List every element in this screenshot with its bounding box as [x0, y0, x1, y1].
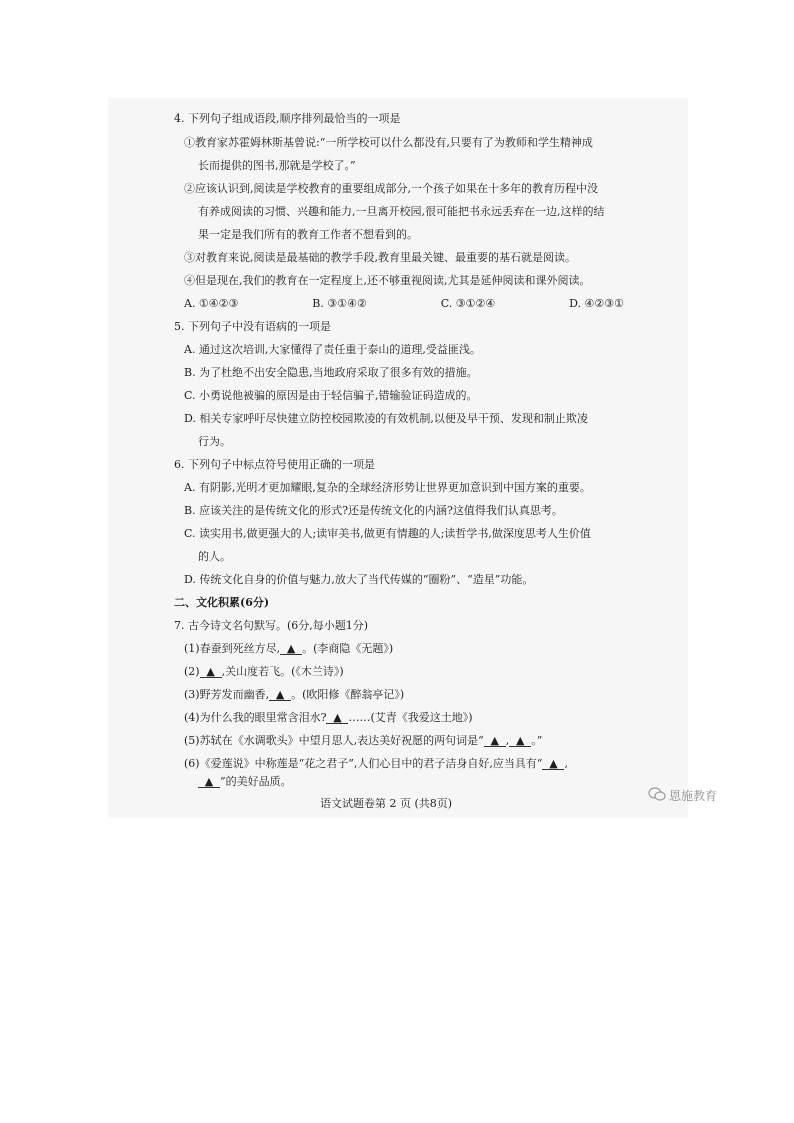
q6-option-d: D. 传统文化自身的价值与魅力,放大了当代传媒的“圈粉”、“造星”功能。	[184, 573, 534, 586]
answer-blank[interactable]: ▲	[200, 666, 222, 678]
q6-stem: 6. 下列句子中标点符号使用正确的一项是	[174, 458, 375, 471]
section-2-title: 二、文化积累(6分)	[174, 596, 270, 609]
q7-item-6-line-1	[184, 757, 568, 770]
q7-item-5	[184, 734, 542, 747]
q7-stem: 7. 古今诗文名句默写。(6分,每小题1分)	[174, 619, 369, 632]
wechat-icon	[648, 787, 666, 804]
q5-option-d-line-2: 行为。	[198, 435, 231, 448]
q4-sentence-1-line-1: ①教育家苏霍姆林斯基曾说:“一所学校可以什么都没有,只要有了为教师和学生精神成	[184, 136, 593, 149]
answer-blank[interactable]: ▲	[326, 712, 348, 724]
q4-choice-a: A. ①④②③	[184, 297, 239, 310]
q6-option-b: B. 应该关注的是传统文化的形式?还是传统文化的内涵?这值得我们认真思考。	[184, 504, 563, 517]
q7-item-1-suffix: 。(李商隐《无题》)	[302, 642, 394, 655]
q7-item-6-prefix: (6)《爱莲说》中称莲是“花之君子”,人们心目中的君子洁身自好,应当具有“	[184, 757, 543, 770]
answer-blank[interactable]: ▲	[509, 735, 531, 747]
q7-item-4-prefix: (4)为什么我的眼里常含泪水?	[184, 711, 327, 724]
answer-blank[interactable]: ▲	[198, 776, 220, 788]
q7-item-4-suffix: ……(艾青《我爱这土地》)	[348, 711, 473, 724]
q7-item-3-suffix: 。(欧阳修《醉翁亭记》)	[291, 688, 405, 701]
q4-sentence-3: ③对教育来说,阅读是最基础的教学手段,教育里最关键、最重要的基石就是阅读。	[184, 251, 576, 264]
q7-item-2-suffix: ,关山度若飞。(《木兰诗》)	[221, 665, 344, 678]
q4-choice-c: C. ③①②④	[440, 297, 496, 310]
q5-option-d-line-1: D. 相关专家呼吁尽快建立防控校园欺凌的有效机制,以便及早干预、发现和制止欺凌	[184, 412, 588, 425]
q6-option-c-line-2: 的人。	[198, 550, 231, 563]
q7-item-5-suffix: 。”	[531, 734, 543, 747]
q7-item-1-prefix: (1)春蚕到死丝方尽,	[184, 642, 281, 655]
q7-item-5-prefix: (5)苏轼在《水调歌头》中望月思人,表达美好祝愿的两句词是“	[184, 734, 484, 747]
answer-blank[interactable]: ▲	[484, 735, 506, 747]
answer-blank[interactable]: ▲	[280, 643, 302, 655]
q7-item-1	[184, 642, 393, 655]
q4-choices	[184, 297, 624, 310]
q5-option-a: A. 通过这次培训,大家懂得了责任重于泰山的道理,受益匪浅。	[184, 343, 481, 356]
answer-blank[interactable]: ▲	[542, 758, 564, 770]
q4-sentence-2-line-2: 有养成阅读的习惯、兴趣和能力,一旦离开校园,很可能把书永远丢弃在一边,这样的结	[198, 205, 605, 218]
q4-sentence-4: ④但是现在,我们的教育在一定程度上,还不够重视阅读,尤其是延伸阅读和课外阅读。	[184, 274, 591, 287]
q5-option-b: B. 为了杜绝不出安全隐患,当地政府采取了很多有效的措施。	[184, 366, 478, 379]
q5-stem: 5. 下列句子中没有语病的一项是	[174, 320, 331, 333]
q4-sentence-2-line-3: 果一定是我们所有的教育工作者不想看到的。	[198, 228, 418, 241]
q5-option-c: C. 小勇说他被骗的原因是由于轻信骗子,错输验证码造成的。	[184, 389, 478, 402]
q6-option-c-line-1: C. 读实用书,做更强大的人;读审美书,做更有情趣的人;读哲学书,做深度思考人生价值	[184, 527, 591, 540]
q7-item-3-prefix: (3)野芳发而幽香,	[184, 688, 270, 701]
q7-item-2-prefix: (2)	[184, 665, 200, 678]
page-footer: 语文试题卷第 2 页 (共8页)	[320, 797, 453, 810]
brand-watermark	[648, 787, 717, 804]
q7-item-6-suffix: ”的美好品质。	[220, 775, 292, 788]
q4-stem: 4. 下列句子组成语段,顺序排列最恰当的一项是	[174, 112, 401, 125]
q4-sentence-2-line-1: ②应该认识到,阅读是学校教育的重要组成部分,一个孩子如果在十多年的教育历程中没	[184, 182, 598, 195]
answer-blank[interactable]: ▲	[269, 689, 291, 701]
q7-item-5-separator: ,	[505, 734, 510, 747]
q7-item-3	[184, 688, 404, 701]
q7-item-6-line-2	[198, 775, 292, 788]
q6-option-a: A. 有阴影,光明才更加耀眼,复杂的全球经济形势让世界更加意识到中国方案的重要。	[184, 481, 591, 494]
q4-sentence-1-line-2: 长而提供的图书,那就是学校了。”	[198, 159, 356, 172]
q7-item-6-separator: ,	[564, 757, 568, 770]
q4-choice-b: B. ③①④②	[312, 297, 367, 310]
q4-choice-d: D. ④②③①	[569, 297, 624, 310]
q7-item-2	[184, 665, 344, 678]
brand-name: 恩施教育	[669, 789, 718, 803]
q7-item-4	[184, 711, 473, 724]
